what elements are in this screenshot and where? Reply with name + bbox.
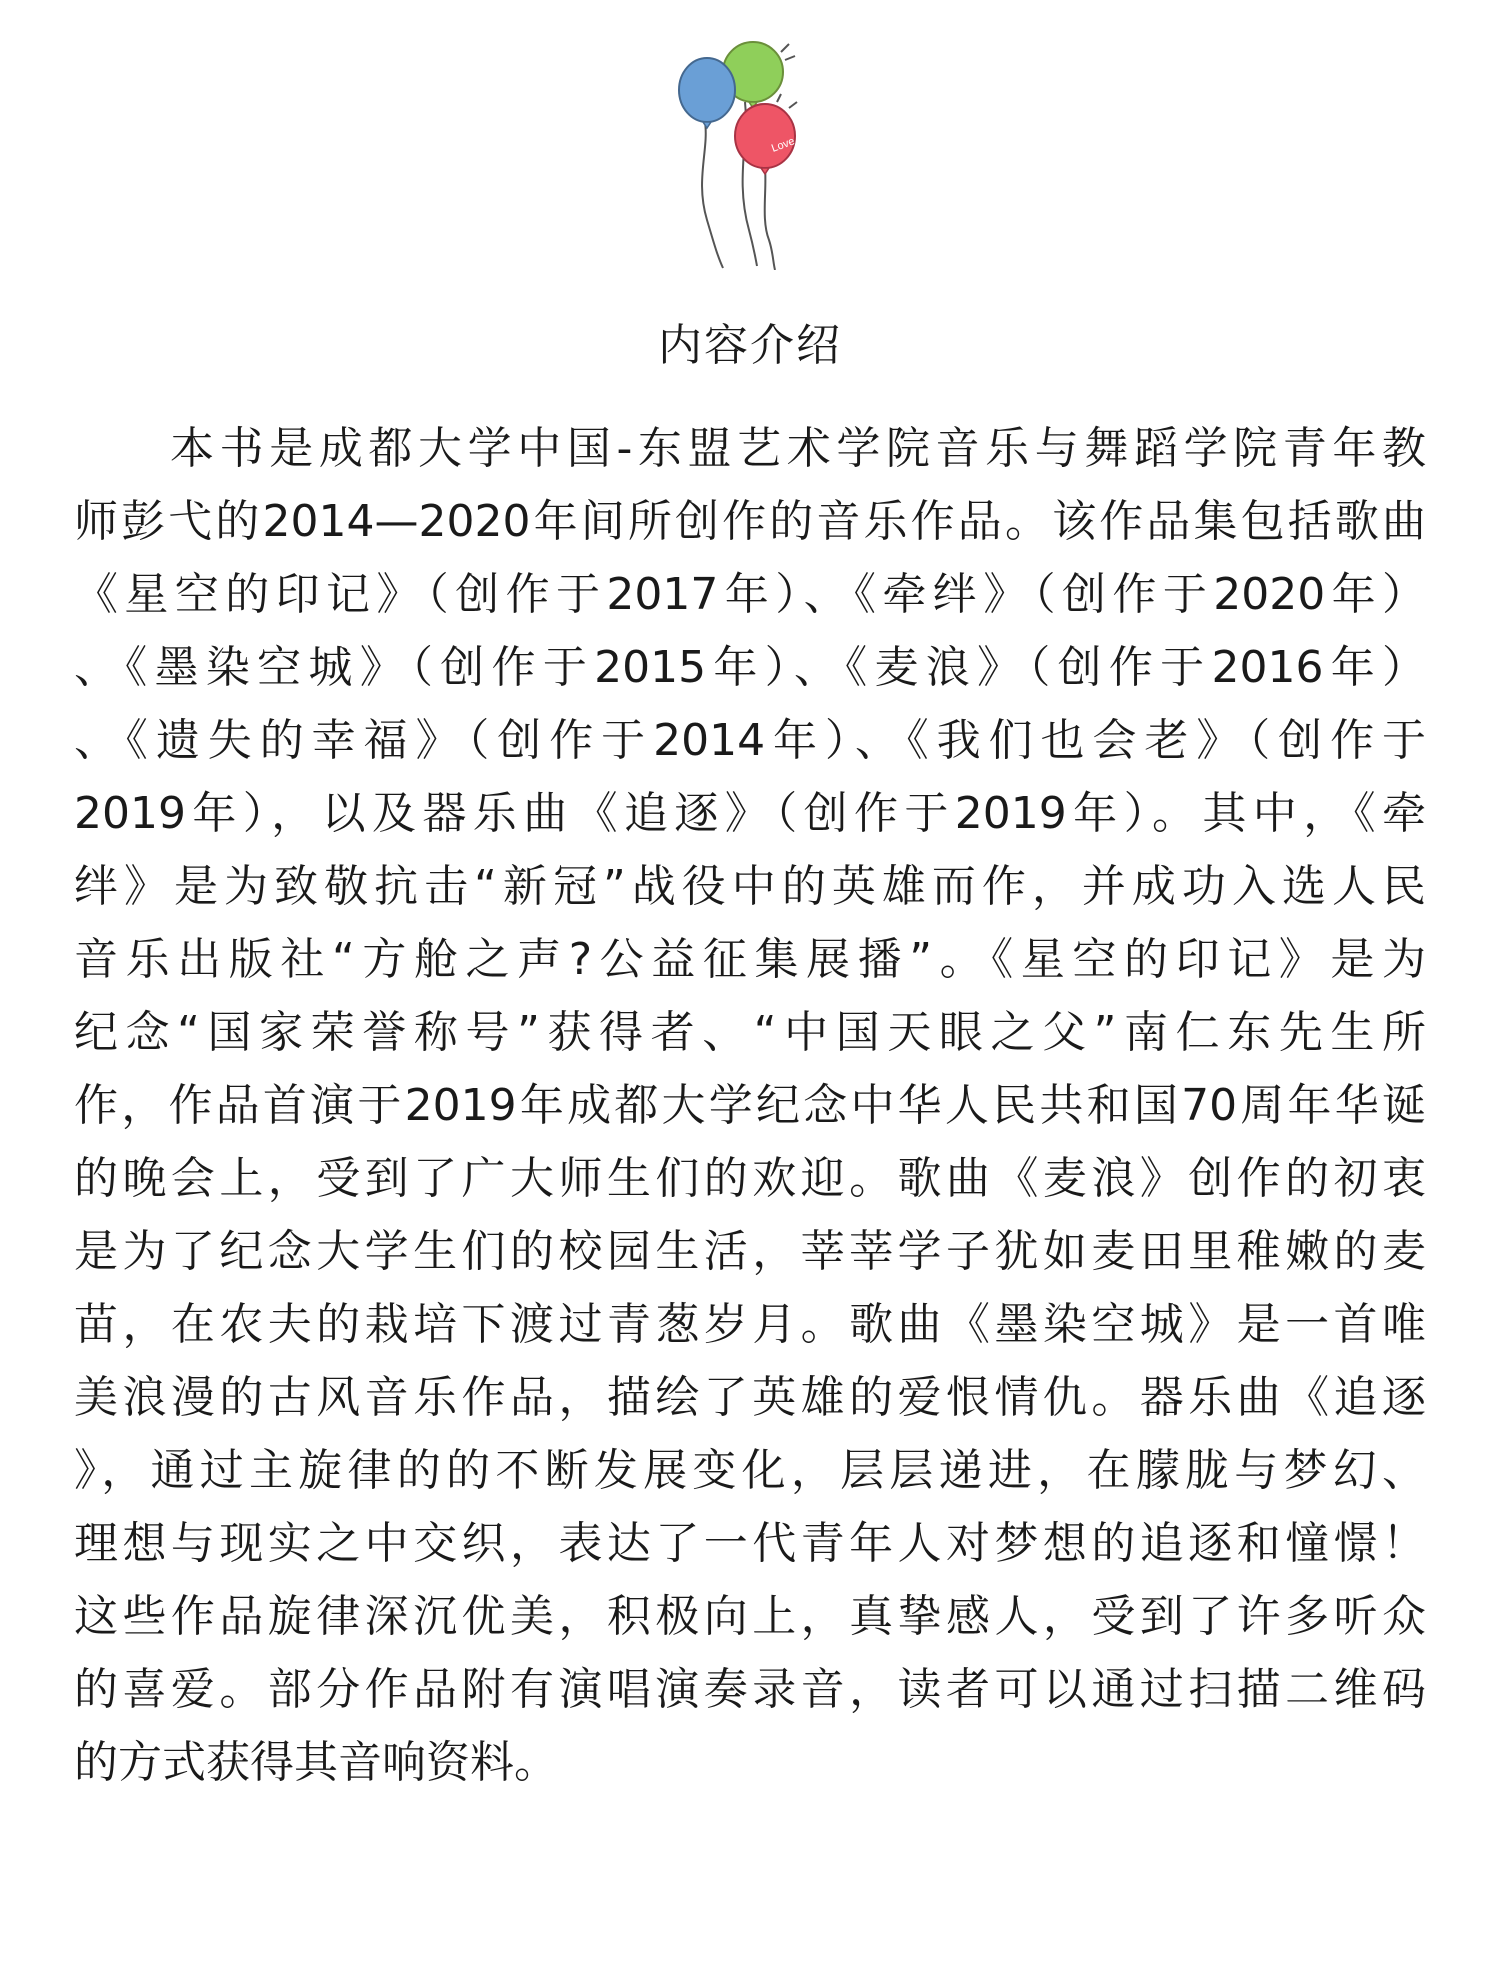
paragraph-line: 理想与现实之中交织，表达了一代青年人对梦想的追逐和憧憬！: [74, 1518, 1426, 1569]
paragraph-line: 纪念“国家荣誉称号”获得者、“中国天眼之父”南仁东先生所: [74, 1007, 1426, 1058]
paragraph-line: 师彭弋的2014—2020年间所创作的音乐作品。该作品集包括歌曲: [74, 496, 1426, 547]
paragraph-line: 绊》是为致敬抗击“新冠”战役中的英雄而作，并成功入选人民: [74, 861, 1426, 912]
paragraph-line: 》，通过主旋律的的不断发展变化，层层递进，在朦胧与梦幻、: [74, 1445, 1426, 1496]
paragraph-line: 这些作品旋律深沉优美，积极向上，真挚感人，受到了许多听众: [74, 1591, 1426, 1642]
paragraph-line: 苗，在农夫的栽培下渡过青葱岁月。歌曲《墨染空城》是一首唯: [74, 1299, 1426, 1350]
paragraph-line: 的晚会上，受到了广大师生们的欢迎。歌曲《麦浪》创作的初衷: [74, 1153, 1426, 1204]
paragraph-line: 是为了纪念大学生们的校园生活，莘莘学子犹如麦田里稚嫩的麦: [74, 1226, 1426, 1277]
page-title: 内容介绍: [658, 320, 842, 371]
balloons-icon: [665, 30, 825, 270]
paragraph-line: 的喜爱。部分作品附有演唱演奏录音，读者可以通过扫描二维码: [74, 1664, 1426, 1715]
paragraph-line: 作，作品首演于2019年成都大学纪念中华人民共和国70周年华诞: [74, 1080, 1426, 1131]
balloon-love-label: Love: [769, 135, 797, 155]
intro-paragraph: [74, 412, 1426, 1799]
paragraph-line: 的方式获得其音响资料。: [74, 1737, 558, 1788]
paragraph-line: 、《墨染空城》（创作于2015年）、《麦浪》（创作于2016年）: [74, 642, 1426, 693]
paragraph-line: 音乐出版社“方舱之声?公益征集展播”。《星空的印记》是为: [74, 934, 1426, 985]
paragraph-line: 、《遗失的幸福》（创作于2014年）、《我们也会老》（创作于: [74, 715, 1426, 766]
paragraph-line: 《星空的印记》（创作于2017年）、《牵绊》（创作于2020年）: [74, 569, 1426, 620]
paragraph-line: 美浪漫的古风音乐作品，描绘了英雄的爱恨情仇。器乐曲《追逐: [74, 1372, 1426, 1423]
paragraph-line: 2019年），以及器乐曲《追逐》（创作于2019年）。其中，《牵: [74, 788, 1426, 839]
paragraph-line: 本书是成都大学中国-东盟艺术学院音乐与舞蹈学院青年教: [170, 423, 1426, 474]
